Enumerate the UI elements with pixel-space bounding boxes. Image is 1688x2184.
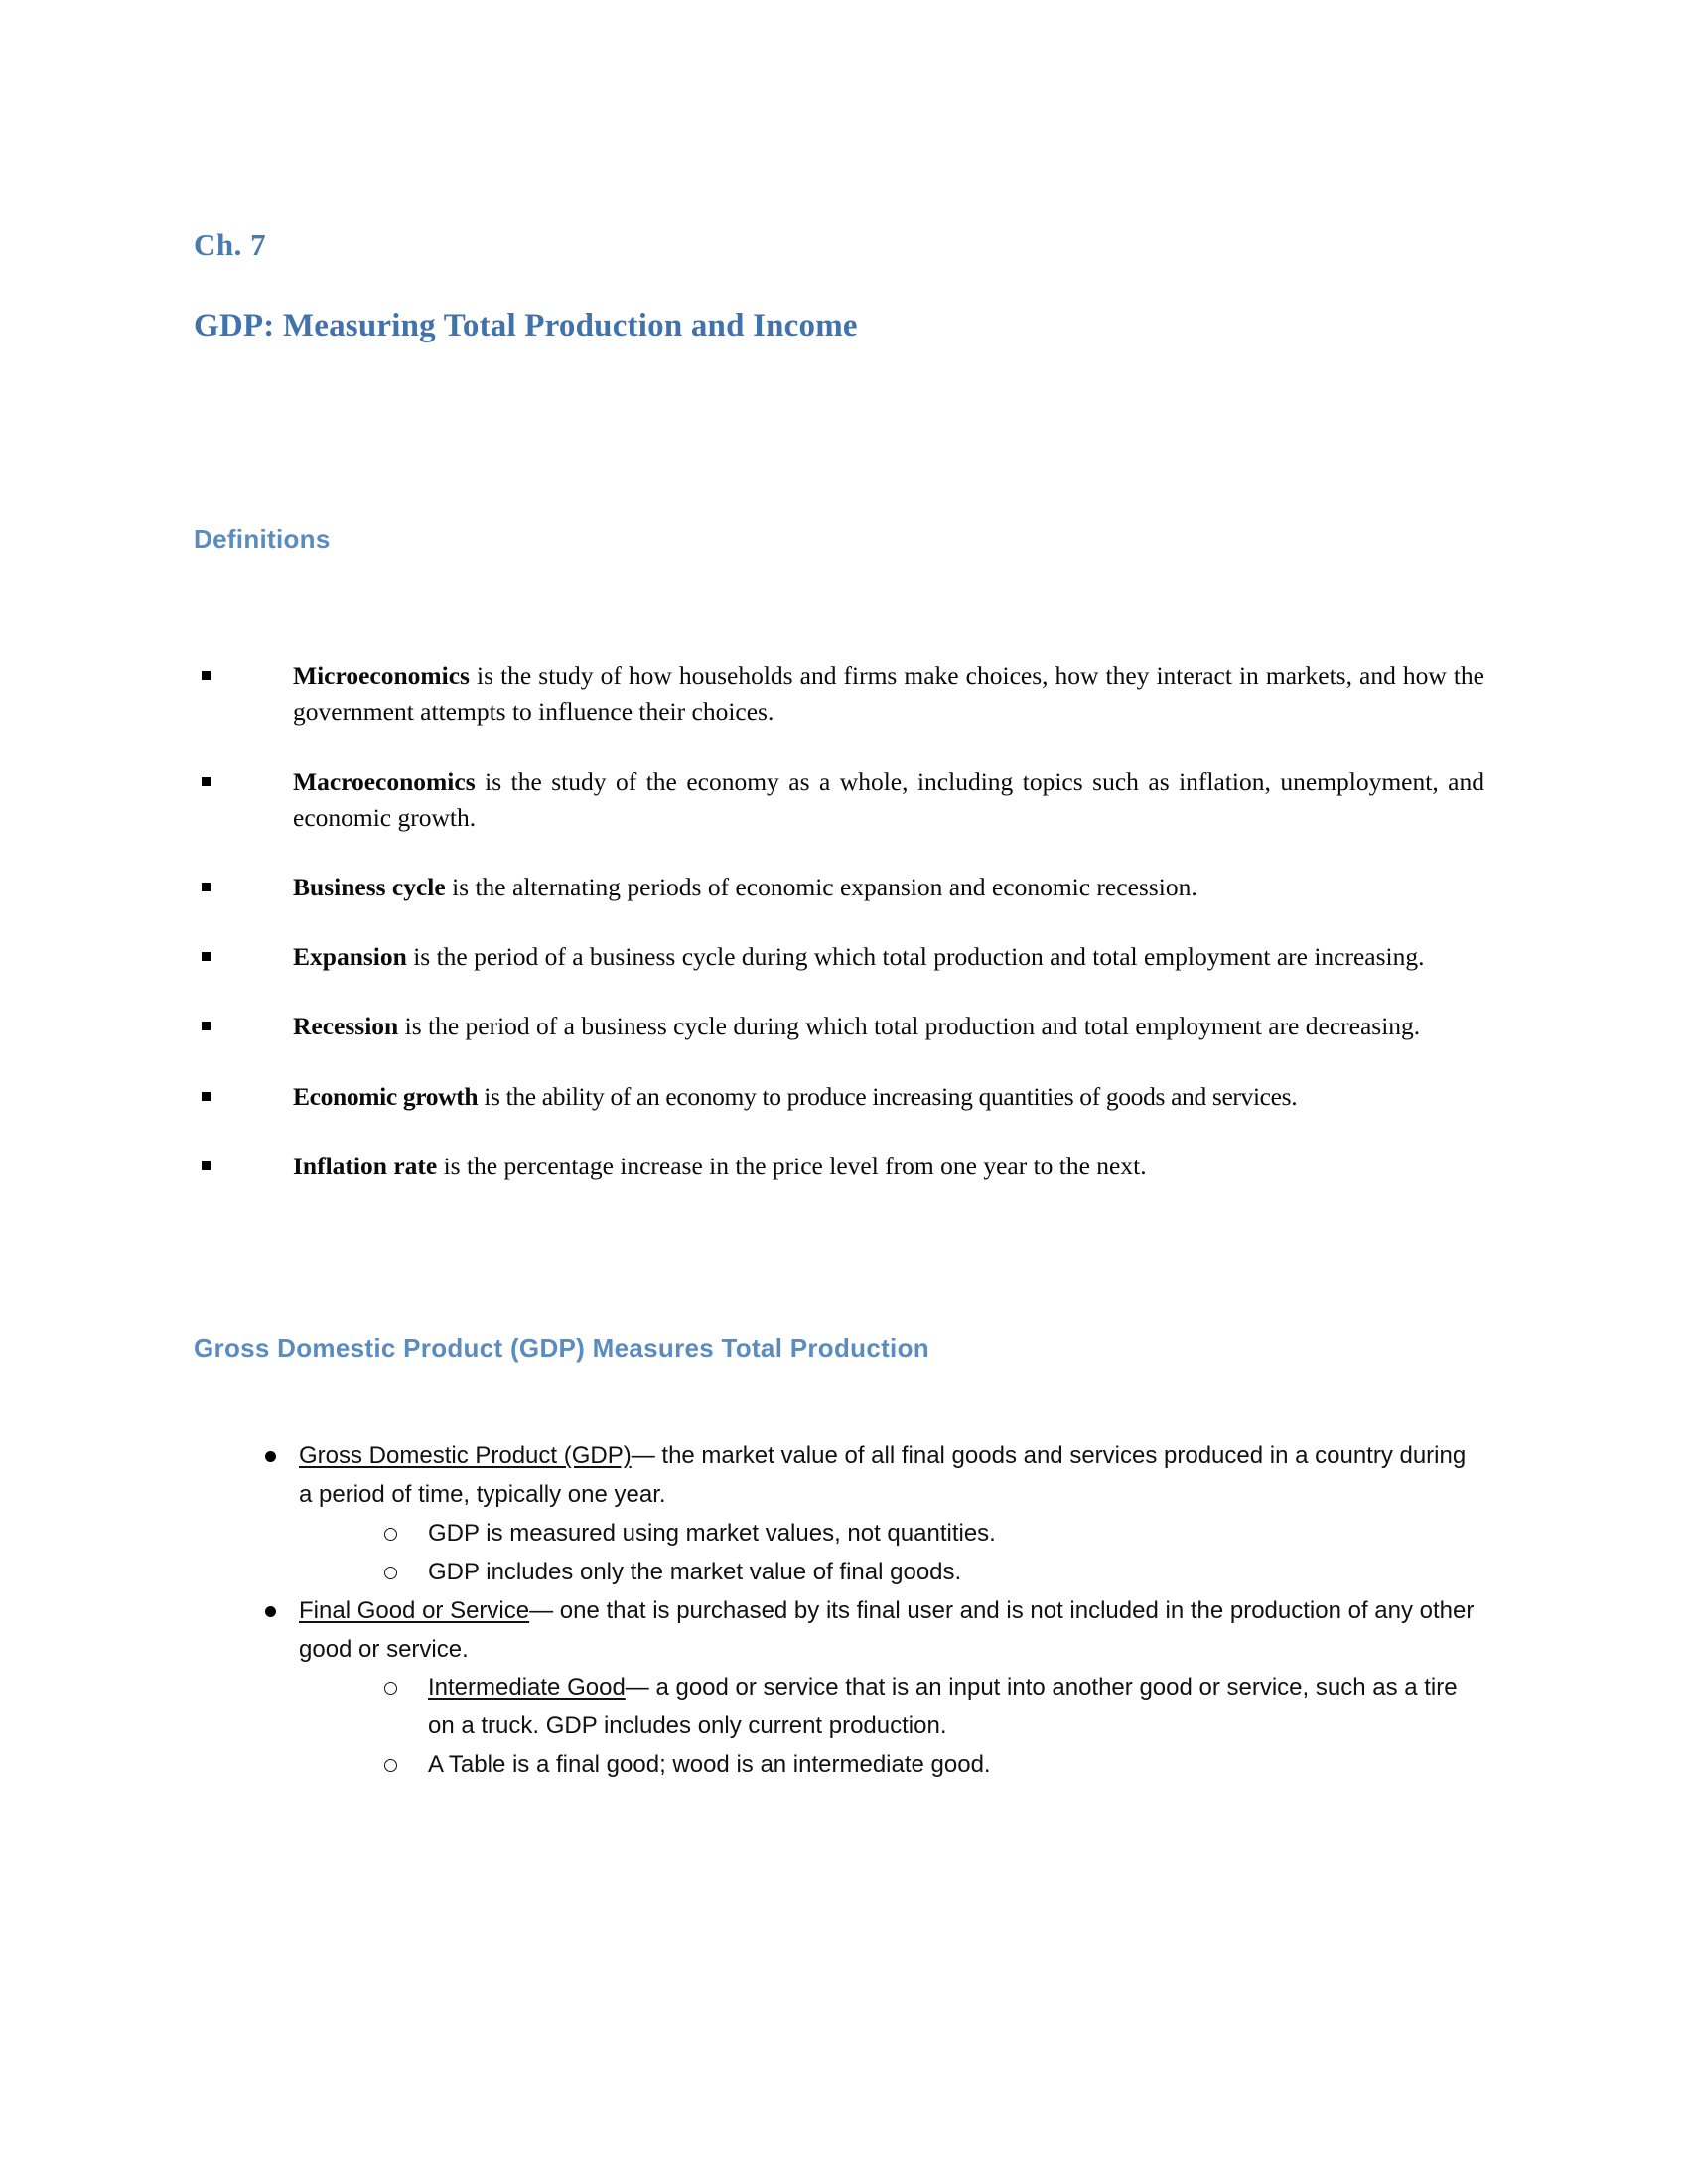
gdp-sub-text: GDP includes only the market value of final goods. <box>428 1558 962 1585</box>
square-bullet-icon <box>202 777 211 786</box>
definition-term: Inflation rate <box>293 1151 438 1180</box>
gdp-sub-term: Intermediate Good <box>428 1674 626 1702</box>
definition-text: is the percentage increase in the price level from one year to the next. <box>437 1151 1147 1180</box>
definition-item <box>194 764 1484 836</box>
definition-item <box>194 1149 1484 1184</box>
gdp-text: — one that is purchased by its final user and is not included in the production of any other good or service. <box>299 1596 1475 1663</box>
page-title: GDP: Measuring Total Production and Income <box>194 308 858 344</box>
disc-bullet-icon <box>265 1451 276 1462</box>
gdp-outline-list <box>194 1437 1484 1785</box>
definition-item <box>194 939 1484 975</box>
definition-text: is the study of how households and firms make choices, how they interact in markets, and how the government attempts to influence their choices. <box>293 661 1484 727</box>
gdp-sub-list <box>370 1515 1484 1592</box>
definition-term: Economic growth <box>293 1081 479 1111</box>
gdp-sub-item <box>370 1746 1484 1785</box>
section-heading-definitions: Definitions <box>194 524 331 555</box>
gdp-sub-item <box>370 1515 1484 1554</box>
definition-text: is the period of a business cycle during which total production and total employment are increasing. <box>406 942 1425 972</box>
definition-item <box>194 658 1484 730</box>
definition-term: Microeconomics <box>293 661 470 691</box>
gdp-item-row <box>299 1592 1484 1670</box>
definition-term: Macroeconomics <box>293 766 476 796</box>
gdp-text: — the market value of all final goods and services produced in a country during a period of time, typically one year. <box>299 1442 1467 1509</box>
section-spacer <box>194 1184 1484 1333</box>
circle-bullet-icon <box>384 1567 397 1579</box>
square-bullet-icon <box>202 952 211 961</box>
gdp-sub-item <box>370 1669 1484 1746</box>
disc-bullet-icon <box>265 1606 276 1617</box>
circle-bullet-icon <box>384 1528 397 1541</box>
gdp-sub-text: A Table is a final good; wood is an intermediate good. <box>428 1751 991 1779</box>
circle-bullet-icon <box>384 1759 397 1772</box>
square-bullet-icon <box>202 671 211 680</box>
gdp-list-item <box>243 1437 1484 1592</box>
square-bullet-icon <box>202 1161 211 1170</box>
definition-item <box>194 1009 1484 1044</box>
square-bullet-icon <box>202 1092 211 1101</box>
gdp-term: Gross Domestic Product (GDP) <box>299 1442 632 1470</box>
gdp-sub-text: GDP is measured using market values, not quantities. <box>428 1519 996 1547</box>
gdp-sub-list <box>370 1669 1484 1785</box>
section-heading-gdp: Gross Domestic Product (GDP) Measures Total Production <box>194 1333 929 1364</box>
chapter-label: Ch. 7 <box>194 227 267 262</box>
definition-text: is the ability of an economy to produce increasing quantities of goods and services. <box>478 1081 1298 1111</box>
definitions-list <box>194 658 1484 1184</box>
gdp-item-row <box>299 1437 1484 1515</box>
definition-text: is the alternating periods of economic expansion and economic recession. <box>445 873 1197 902</box>
gdp-sub-item <box>370 1554 1484 1592</box>
definition-text: is the period of a business cycle during which total production and total employment are decreasing. <box>398 1012 1421 1041</box>
gdp-term: Final Good or Service <box>299 1596 530 1624</box>
gdp-list-item <box>243 1592 1484 1785</box>
definition-item <box>194 1079 1484 1115</box>
square-bullet-icon <box>202 883 211 891</box>
definition-term: Recession <box>293 1012 399 1041</box>
gdp-sub-text: — a good or service that is an input into another good or service, such as a tire on a truck. GDP includes only current production. <box>428 1674 1458 1740</box>
definition-term: Expansion <box>293 942 407 972</box>
definition-item <box>194 870 1484 905</box>
definition-term: Business cycle <box>293 873 446 902</box>
square-bullet-icon <box>202 1022 211 1030</box>
definition-text: is the study of the economy as a whole, including topics such as inflation, unemployment, and economic growth. <box>293 766 1484 832</box>
circle-bullet-icon <box>384 1682 397 1695</box>
